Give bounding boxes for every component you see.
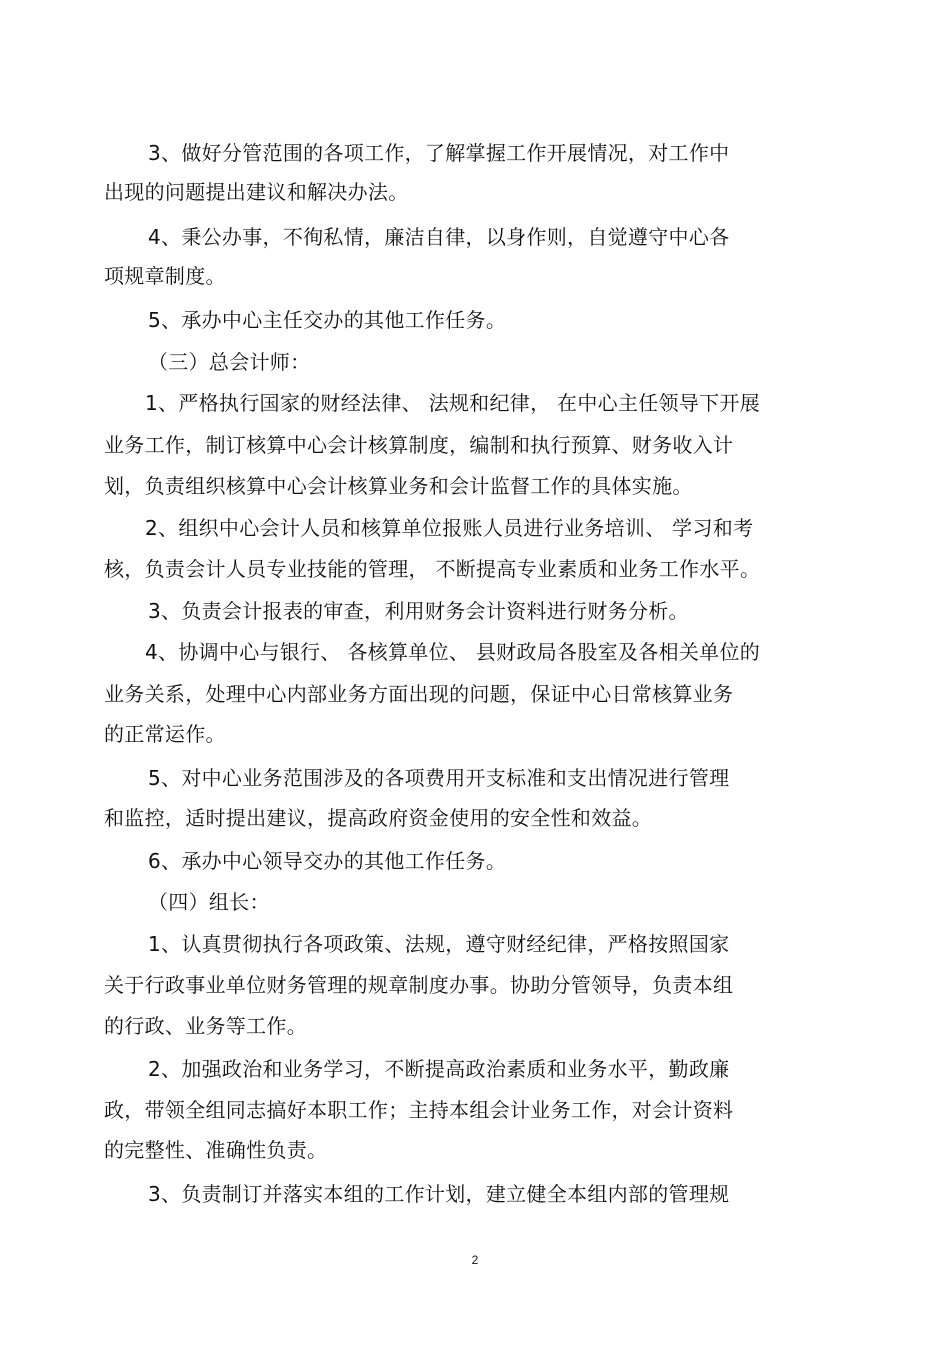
- paragraph-line: 4、秉公办事，不徇私情，廉洁自律，以身作则，自觉遵守中心各: [148, 225, 730, 249]
- paragraph-line: 3、做好分管范围的各项工作，了解掌握工作开展情况，对工作中: [148, 141, 730, 165]
- page-number: 2: [471, 1253, 479, 1267]
- section-heading: （三）总会计师：: [148, 350, 311, 374]
- paragraph-line: 3、负责会计报表的审查，利用财务会计资料进行财务分析。: [148, 599, 689, 623]
- paragraph-line: 关于行政事业单位财务管理的规章制度办事。协助分管领导，负责本组: [104, 973, 734, 997]
- paragraph-line: 项规章制度。: [104, 264, 226, 288]
- paragraph-line: 业务关系，处理中心内部业务方面出现的问题，保证中心日常核算业务: [104, 682, 734, 706]
- paragraph-line: 4、协调中心与银行、 各核算单位、 县财政局各股室及各相关单位的: [145, 640, 761, 664]
- paragraph-line: 2、组织中心会计人员和核算单位报账人员进行业务培训、 学习和考: [145, 516, 754, 540]
- paragraph-line: 核，负责会计人员专业技能的管理， 不断提高专业素质和业务工作水平。: [104, 557, 761, 581]
- paragraph-line: 3、负责制订并落实本组的工作计划，建立健全本组内部的管理规: [148, 1182, 730, 1206]
- paragraph-line: 政，带领全组同志搞好本职工作；主持本组会计业务工作，对会计资料: [104, 1098, 734, 1122]
- paragraph-line: 出现的问题提出建议和解决办法。: [104, 180, 409, 204]
- paragraph-line: 业务工作，制订核算中心会计核算制度，编制和执行预算、财务收入计: [104, 433, 734, 457]
- paragraph-line: 划，负责组织核算中心会计核算业务和会计监督工作的具体实施。: [104, 474, 693, 498]
- paragraph-line: 1、认真贯彻执行各项政策、法规，遵守财经纪律，严格按照国家: [148, 932, 730, 956]
- paragraph-line: 的正常运作。: [104, 722, 226, 746]
- paragraph-line: 6、承办中心领导交办的其他工作任务。: [148, 849, 507, 873]
- paragraph-line: 5、承办中心主任交办的其他工作任务。: [148, 308, 507, 332]
- paragraph-line: 2、加强政治和业务学习，不断提高政治素质和业务水平，勤政廉: [148, 1057, 730, 1081]
- paragraph-line: 5、对中心业务范围涉及的各项费用开支标准和支出情况进行管理: [148, 766, 730, 790]
- section-heading: （四）组长：: [148, 890, 270, 914]
- paragraph-line: 的行政、业务等工作。: [104, 1014, 307, 1038]
- paragraph-line: 和监控，适时提出建议，提高政府资金使用的安全性和效益。: [104, 806, 653, 830]
- paragraph-line: 1、严格执行国家的财经法律、 法规和纪律， 在中心主任领导下开展: [145, 391, 761, 415]
- paragraph-line: 的完整性、准确性负责。: [104, 1138, 328, 1162]
